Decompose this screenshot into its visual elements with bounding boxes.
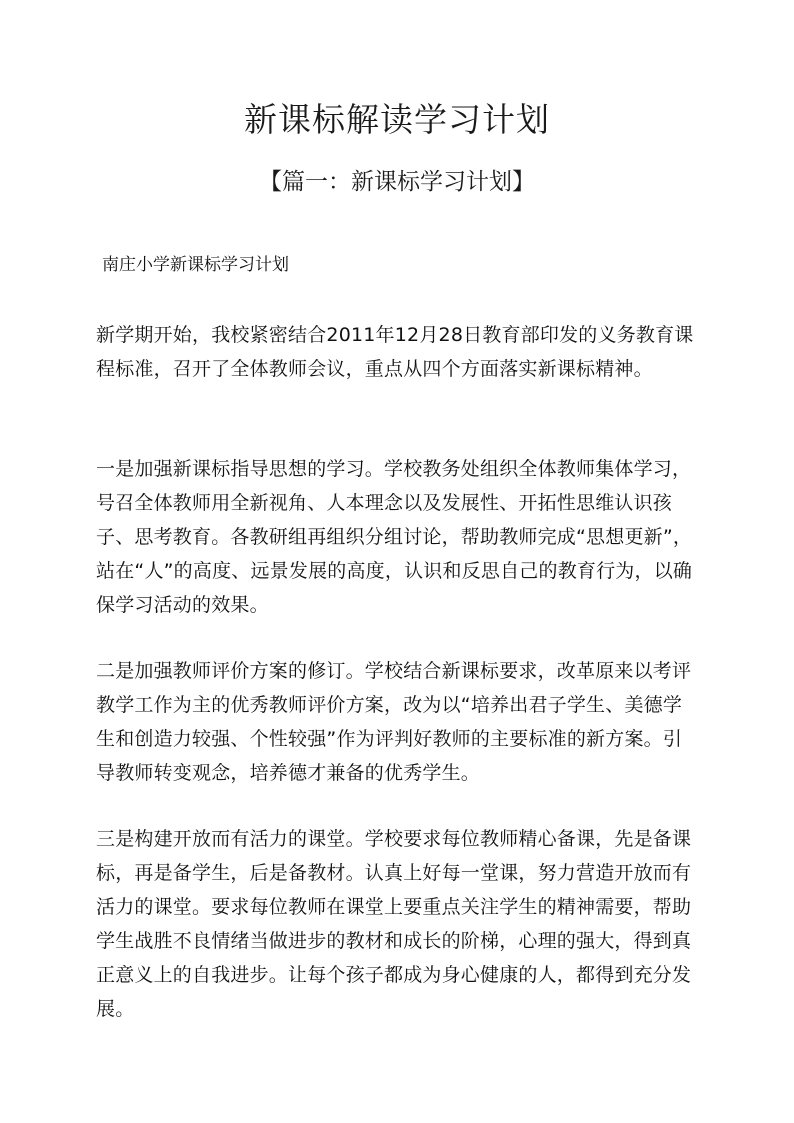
paragraph-point-one: 一是加强新课标指导思想的学习。学校教务处组织全体教师集体学习，号召全体教师用全新视角、人本理念以及发展性、开拓性思维认识孩子、思考教育。各教研组再组织分组讨论，帮助教师完成“思想更新”，站在“人”的高度、远景发展的高度，认识和反思自己的教育行为，以确保学习活动的效果。 — [96, 458, 693, 616]
paragraph-point-three: 三是构建开放而有活力的课堂。学校要求每位教师精心备课，先是备课标，再是备学生，后是备教材。认真上好每一堂课，努力营造开放而有活力的课堂。要求每位教师在课堂上要重点关注学生的精神需要，帮助学生战胜不良情绪当做进步的教材和成长的阶梯，心理的强大，得到真正意义上的自我进步。让每个孩子都成为身心健康的人，都得到充分发展。 — [96, 828, 692, 1020]
document-title: 新课标解读学习计划 — [244, 100, 550, 139]
document-subtitle: 【篇一：新课标学习计划】 — [259, 169, 535, 195]
paragraph-intro: 新学期开始，我校紧密结合2011年12月28日教育部印发的义务教育课程标准，召开了全体教师会议，重点从四个方面落实新课标精神。 — [96, 324, 694, 380]
paragraph-point-two: 二是加强教师评价方案的修订。学校结合新课标要求，改革原来以考评教学工作为主的优秀教师评价方案，改为以“培养出君子学生、美德学生和创造力较强、个性较强”作为评判好教师的主要标准的新方案。引导教师转变观念，培养德才兼备的优秀学生。 — [96, 660, 692, 784]
school-heading: 南庄小学新课标学习计划 — [102, 255, 289, 275]
